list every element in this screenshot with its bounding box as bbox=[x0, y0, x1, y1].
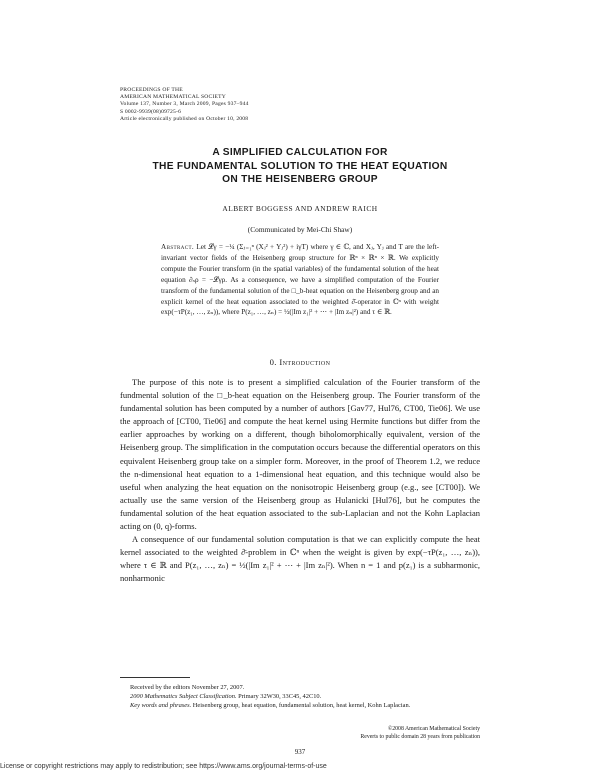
title-line-2: THE FUNDAMENTAL SOLUTION TO THE HEAT EQUATION bbox=[152, 160, 448, 172]
copyright-line-1: ©2008 American Mathematical Society bbox=[387, 726, 480, 732]
msc-label: 2000 Mathematics Subject Classification. bbox=[130, 693, 237, 701]
journal-doi: S 0002-9939(08)09725-6 bbox=[120, 108, 182, 115]
keywords-text: Heisenberg group, heat equation, fundamental solution, heat kernel, Kohn Laplacian. bbox=[191, 702, 411, 710]
license-notice bbox=[0, 763, 327, 770]
license-link[interactable]: License or copyright restrictions may apply to redistribution; see https://www.ams.org/journal-terms-of-use bbox=[0, 763, 327, 770]
journal-published-date: Article electronically published on October 10, 2008 bbox=[120, 115, 249, 122]
received-date: Received by the editors November 27, 2007. bbox=[130, 684, 245, 691]
section-heading bbox=[100, 357, 500, 367]
copyright-notice bbox=[250, 726, 480, 742]
journal-header bbox=[120, 87, 249, 123]
keywords-label: Key words and phrases. bbox=[130, 702, 192, 710]
keywords bbox=[120, 701, 480, 710]
abstract-text: Let 𝓛γ = −¼ (Σⱼ₌₁ⁿ (Xⱼ² + Yⱼ²) + iγT) where γ ∈ ℂ, and Xⱼ, Yⱼ and T are the left-invariant vector fields of the Heisenberg group structure for ℝⁿ × ℝⁿ × ℝ. We explicitly compute the Fourier transform (in the spatial variables) of the fundamental solution of the heat equation ∂ₛρ = −𝓛γρ. As a consequence, we have a simplified computation of the Fourier transform of the fundamental solution of the □_b-heat equation on the Heisenberg group and an explicit kernel of the heat equation associated to the weighted ∂̄-operator in ℂⁿ with weight exp(−τP(z₁, …, zₙ)), where P(z₁, …, zₙ) = ½(|Im z₁|² + ⋯ + |Im zₙ|²) and τ ∈ ℝ. bbox=[161, 243, 440, 317]
communicated-by: (Communicated by Mei-Chi Shaw) bbox=[247, 225, 353, 234]
section-number: 0. bbox=[269, 357, 277, 367]
paper-title bbox=[100, 146, 500, 187]
journal-name-line1: PROCEEDINGS OF THE bbox=[120, 87, 183, 93]
paragraph: The purpose of this note is to present a simplified calculation of the Fourier transform of the fundmental solution of the □_b-heat equation on the Heisenberg group. The Fourier transform of the fundamental solution has been computed by a number of authors [Gav77, Hul76, CT00, Tie06]. We use the approach of [CT00, Tie06] and compute the heat kernel using Hermite functions but differ from the earlier approaches by working on a different, though biholomorphically equivalent, version of the Heisenberg group. The simplification in the computation occurs because the differential operators on this equivalent Heisenberg group take on a simpler form. Moreover, in the proof of Theorem 1.2, we reduce the n-dimensional heat equation to a 1-dimensional heat equation, and this technique would also be useful when analyzing the heat equation on the nonisotropic Heisenberg group (e.g., see [CT00]). We actually use the same version of the Heisenberg group as Hulanicki [Hul76], but he computes the fundamental solution of the heat equation associated to the sub-Laplacian and not the Kohn Laplacian acting on (0, q)-forms. bbox=[120, 377, 480, 532]
journal-name-line2: AMERICAN MATHEMATICAL SOCIETY bbox=[120, 94, 226, 101]
journal-volume: Volume 137, Number 3, March 2009, Pages 937–944 bbox=[120, 101, 249, 108]
title-line-3: ON THE HEISENBERG GROUP bbox=[222, 174, 378, 186]
footnote-rule bbox=[120, 677, 190, 678]
paragraph: A consequence of our fundamental solution computation is that we can explicitly compute the heat kernel associated to the weighted ∂̄-problem in ℂⁿ when the weight is given by exp(−τP(z₁, …, zₙ)), where τ ∈ ℝ and P(z₁, …, zₙ) = ½(|Im z₁|² + ⋯ + |Im zₙ|²). When n = 1 and p(z₁) is a subharmonic, nonharmonic bbox=[120, 534, 480, 584]
body-text bbox=[120, 376, 480, 586]
msc-text: Primary 32W30, 33C45, 42C10. bbox=[236, 693, 322, 701]
footnotes bbox=[120, 683, 480, 711]
authors: ALBERT BOGGESS AND ANDREW RAICH bbox=[222, 204, 378, 213]
msc-classification bbox=[120, 692, 480, 701]
page-number: 937 bbox=[294, 748, 306, 756]
abstract bbox=[161, 242, 439, 318]
abstract-label: Abstract. bbox=[161, 243, 195, 251]
copyright-line-2: Reverts to public domain 28 years from publication bbox=[360, 733, 480, 740]
section-title: Introduction bbox=[279, 357, 331, 367]
title-line-1: A SIMPLIFIED CALCULATION FOR bbox=[212, 147, 388, 158]
